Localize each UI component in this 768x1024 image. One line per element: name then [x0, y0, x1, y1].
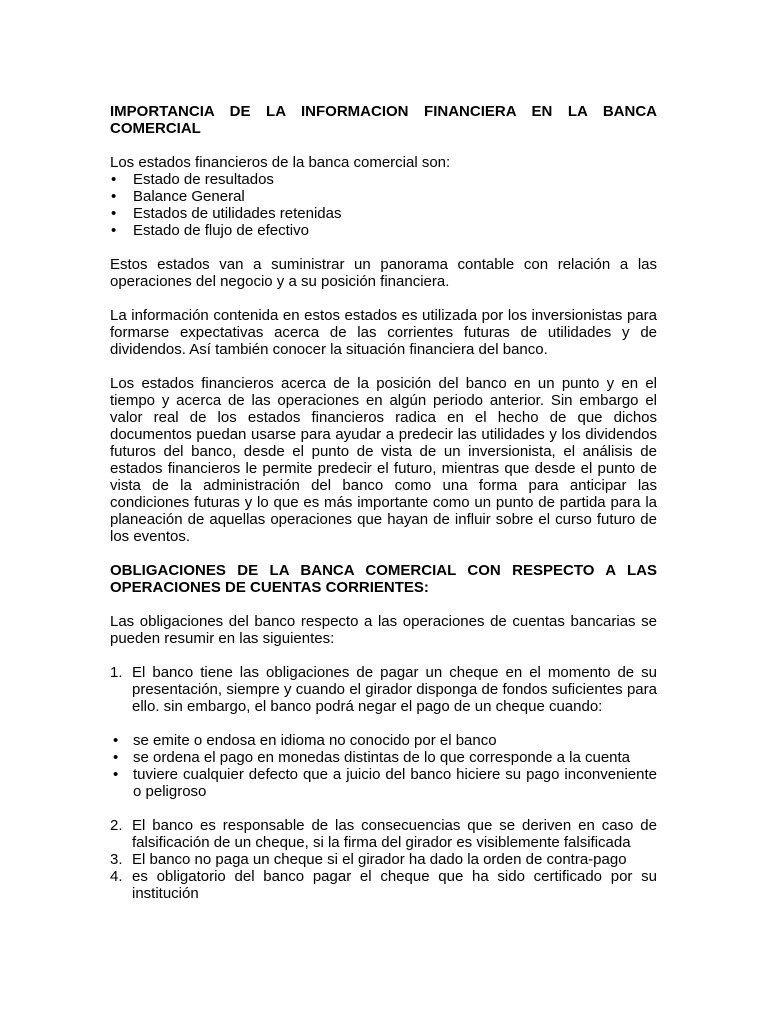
list-item — [110, 817, 657, 851]
spacer — [110, 596, 657, 613]
spacer — [110, 715, 657, 732]
list-item — [110, 222, 657, 239]
list-item — [110, 205, 657, 222]
list-item — [110, 664, 657, 715]
bullet-icon: • — [111, 222, 117, 239]
refusal-conditions-list — [110, 732, 657, 800]
bullet-icon: • — [113, 749, 119, 766]
item-number: 3. — [110, 851, 123, 868]
bullet-icon: • — [111, 171, 117, 188]
obligations-intro: Las obligaciones del banco respecto a las operaciones de cuentas bancarias se pueden resumir en las siguientes: — [110, 613, 657, 647]
list-item-text: Balance General — [133, 188, 245, 205]
list-item — [110, 171, 657, 188]
paragraph: Los estados financieros acerca de la posición del banco en un punto y en el tiempo y acerca de las operaciones en algún periodo anterior. Sin embargo el valor real de los estados financieros radica en el hecho de que dichos documentos puedan usarse para ayudar a predecir las utilidades y los dividendos futuros del banco, desde el punto de vista de un inversionista, el análisis de estados financieros le permite predecir el futuro, mientras que desde el punto de vista de la administración del banco como una forma para anticipar las condiciones futuras y lo que es más importante como un punto de partida para la planeación de aquellas operaciones que hayan de influir sobre el curso futuro de los eventos. — [110, 375, 657, 545]
spacer — [110, 239, 657, 256]
list-item — [110, 868, 657, 902]
item-number: 2. — [110, 817, 123, 834]
bullet-icon: • — [113, 766, 119, 783]
paragraph: La información contenida en estos estados es utilizada por los inversionistas para formarse expectativas acerca de las corrientes futuras de utilidades y de dividendos. Así también conocer la situación financiera del banco. — [110, 307, 657, 358]
list-item — [110, 749, 657, 766]
bullet-icon: • — [111, 205, 117, 222]
section-title-importancia: IMPORTANCIA DE LA INFORMACION FINANCIERA EN LA BANCA COMERCIAL — [110, 103, 657, 137]
spacer — [110, 545, 657, 562]
list-item-text: tuviere cualquier defecto que a juicio del banco hiciere su pago inconveniente o peligroso — [133, 766, 657, 800]
list-item-text: Estado de flujo de efectivo — [133, 222, 309, 239]
obligations-list-part2 — [110, 817, 657, 902]
section-title-obligaciones: OBLIGACIONES DE LA BANCA COMERCIAL CON RESPECTO A LAS OPERACIONES DE CUENTAS CORRIENTES: — [110, 562, 657, 596]
list-item-text: El banco tiene las obligaciones de pagar un cheque en el momento de su presentación, siempre y cuando el girador disponga de fondos suficientes para ello. sin embargo, el banco podrá negar el pago de un cheque cuando: — [132, 664, 657, 715]
spacer — [110, 137, 657, 154]
item-number: 1. — [110, 664, 123, 681]
list-item-text: se ordena el pago en monedas distintas de lo que corresponde a la cuenta — [133, 749, 631, 766]
spacer — [110, 358, 657, 375]
list-item-text: se emite o endosa en idioma no conocido por el banco — [133, 732, 497, 749]
list-item — [110, 732, 657, 749]
list-item-text: El banco es responsable de las consecuencias que se deriven en caso de falsificación de un cheque, si la firma del girador es visiblemente falsificada — [132, 817, 657, 851]
item-number: 4. — [110, 868, 123, 885]
spacer — [110, 647, 657, 664]
statements-list — [110, 171, 657, 239]
list-item — [110, 188, 657, 205]
paragraph: Estos estados van a suministrar un panorama contable con relación a las operaciones del negocio y a su posición financiera. — [110, 256, 657, 290]
spacer — [110, 290, 657, 307]
list-item-text: es obligatorio del banco pagar el cheque que ha sido certificado por su institución — [132, 868, 657, 902]
obligations-list-part1 — [110, 664, 657, 715]
list-item-text: Estado de resultados — [133, 171, 274, 188]
statements-intro: Los estados financieros de la banca comercial son: — [110, 154, 451, 171]
list-item — [110, 851, 657, 868]
list-item — [110, 766, 657, 800]
bullet-icon: • — [111, 188, 117, 205]
bullet-icon: • — [113, 732, 119, 749]
list-item-text: Estados de utilidades retenidas — [133, 205, 342, 222]
spacer — [110, 800, 657, 817]
document-page — [110, 103, 657, 902]
list-item-text: El banco no paga un cheque si el girador ha dado la orden de contra-pago — [132, 851, 627, 868]
